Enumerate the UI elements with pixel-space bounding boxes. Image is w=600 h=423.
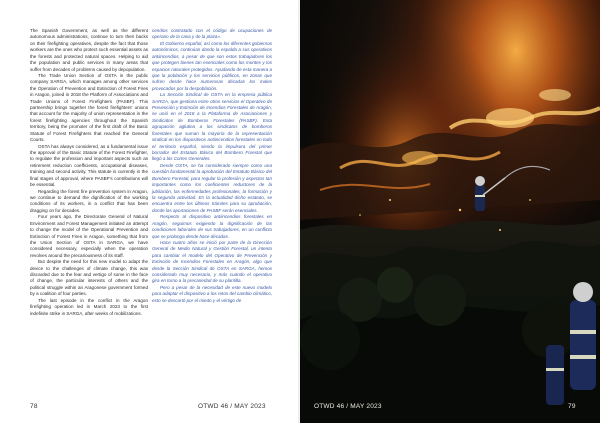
page-number-right: 79 — [568, 403, 576, 410]
page-number-left: 78 — [30, 403, 38, 410]
spanish-paragraph: Respecto al dispositivo antiincendios forestales en Aragón, seguimos exigiendo la dignificación de las condiciones laborales de sus trabajadores, en un conflicto que se prolonga desde hace décadas. — [152, 214, 272, 239]
english-paragraph: The Trade Union Section of OSTA in the public company SARGA, which manages among other services the Operation of Prevention and Extinction of Forest Fires in Aragon, joined in 2018 the Platform of Associations and Trade Unions of Forest Firefighters (PASBF). This partnership brings together the forest firefighters' unions that account for the majority of union representation in the forest firefighting agencies throughout the Spanish territory, being the promoter of the first draft of the Basic Statute of Forest Firefighters that reached the General Courts. — [30, 72, 148, 143]
spanish-paragraph: Hace cuatro años se inició por parte de la Dirección General de Medio Natural y Gestión Forestal, un intento para cambiar el modelo del Operativo de Prevención y Extinción de Incendios Forestales en Aragón, algo que desde la Sección Sindical de OSTA en SARGA, hemos considerado muy necesario, y más cuando el operativo gira en torno a la precariedad de su plantilla. — [152, 239, 272, 284]
english-column — [30, 28, 148, 317]
issue-label-right: OTWD 46 / MAY 2023 — [314, 403, 382, 410]
spanish-paragraph: El Gobierno español, así como los diferentes gobiernos autonómicos, continúan dando la espalda a sus operativos antiincendios, a pesar de que son estos trabajadores los que protegen bienes tan esenciales como los montes y los espacios naturales protegidos. Ayudando de esta manera a que la población y los servicios públicos, en zonas que sufren desde hace numerosas décadas los males provocados por la despoblación. — [152, 40, 272, 91]
right-page — [300, 0, 600, 423]
spanish-paragraph: Desde OSTA, se ha considerado siempre como una cuestión fundamental la aprobación del Estatuto Básico del Bombero Forestal, para regular la profesión y aspectos tan importantes como los coeficientes reductores de la jubilación, las enfermedades profesionales, la formación y la segunda actividad. En la actualidad dicho estatuto, se encuentra entre los últimos trámites para su aprobación, donde las aportaciones de PASBF serán esenciales. — [152, 162, 272, 213]
page-gutter — [298, 0, 302, 423]
english-paragraph: The last episode in the conflict in the Aragon firefighting operation led in March 2023 to the first indefinite strike in SARGA, after weeks of mobilizations. — [30, 297, 148, 316]
english-paragraph: The Spanish Government, as well as the different autonomous administrations, continue to turn their backs on their firefighting operatives, despite the fact that those workers are the ones who protect such essential assets as the forests and protected natural spaces. Helping to aid the population and public services in many areas that suffer from decades of problems caused by depopulation. — [30, 28, 148, 72]
spanish-paragraph: La Sección Sindical de OSTA en la empresa pública SARGA, que gestiona entre otros servicios el Operativo de Prevención y Extinción de Incendios Forestales de Aragón, se unió en el 2018 a la Plataforma de Asociaciones y Sindicatos de Bomberos Forestales (PASBF). Esta agrupación aglutina a los sindicatos de bomberos forestales que suman la mayoría de la representación sindical en los dispositivos antiincendios forestales en todo el territorio español, siendo la impulsora del primer borrador del Estatuto Básico del Bombero Forestal que llegó a las Cortes Generales. — [152, 92, 272, 162]
english-paragraph: Four years ago, the Directorate General of Natural Environment and Forest Management initiated an attempt to change the model of the Operational Prevention and Extinction of Forest Fires in Aragon, something that from the Union Section of OSTA in SARGA, we have considered necessary, especially when the operation revolves around the precariousness of its staff. — [30, 214, 148, 258]
spanish-paragraph: Pero a pesar de la necesidad de este nuevo modelo para adaptar el dispositivo a los retos del cambio climático, esto se descartó por el miedo y el vértigo de — [152, 284, 272, 303]
english-paragraph: OSTA has always considered, as a fundamental issue the approval of the Basic Statute of the Forest Firefighter, to regulate the profession and important aspects such as retirement reduction coefficients, occupational diseases, training and second activity. This statute is currently in the final stages of approval, where PASBF's contributions will be essential. — [30, 143, 148, 188]
spanish-paragraph: cendios contratado con el código de ocupaciones de operario de la casa y de la plaza». — [152, 28, 272, 40]
spanish-column — [152, 28, 272, 304]
english-paragraph: But despite the need for this new model to adapt the device to the challenges of climate change, this was discarded due to the fear and vertigo of some in the face of change, the particular interests of others and the political struggle within an Aragonese government formed by a coalition of four parties. — [30, 259, 148, 297]
issue-label-left: OTWD 46 / MAY 2023 — [198, 403, 266, 410]
english-paragraph: Regarding the forest fire prevention system in Aragon, we continue to demand the dignification of the working conditions of its workers, in a conflict that has been dragging on for decades. — [30, 188, 148, 213]
wildfire-photo — [300, 0, 600, 423]
